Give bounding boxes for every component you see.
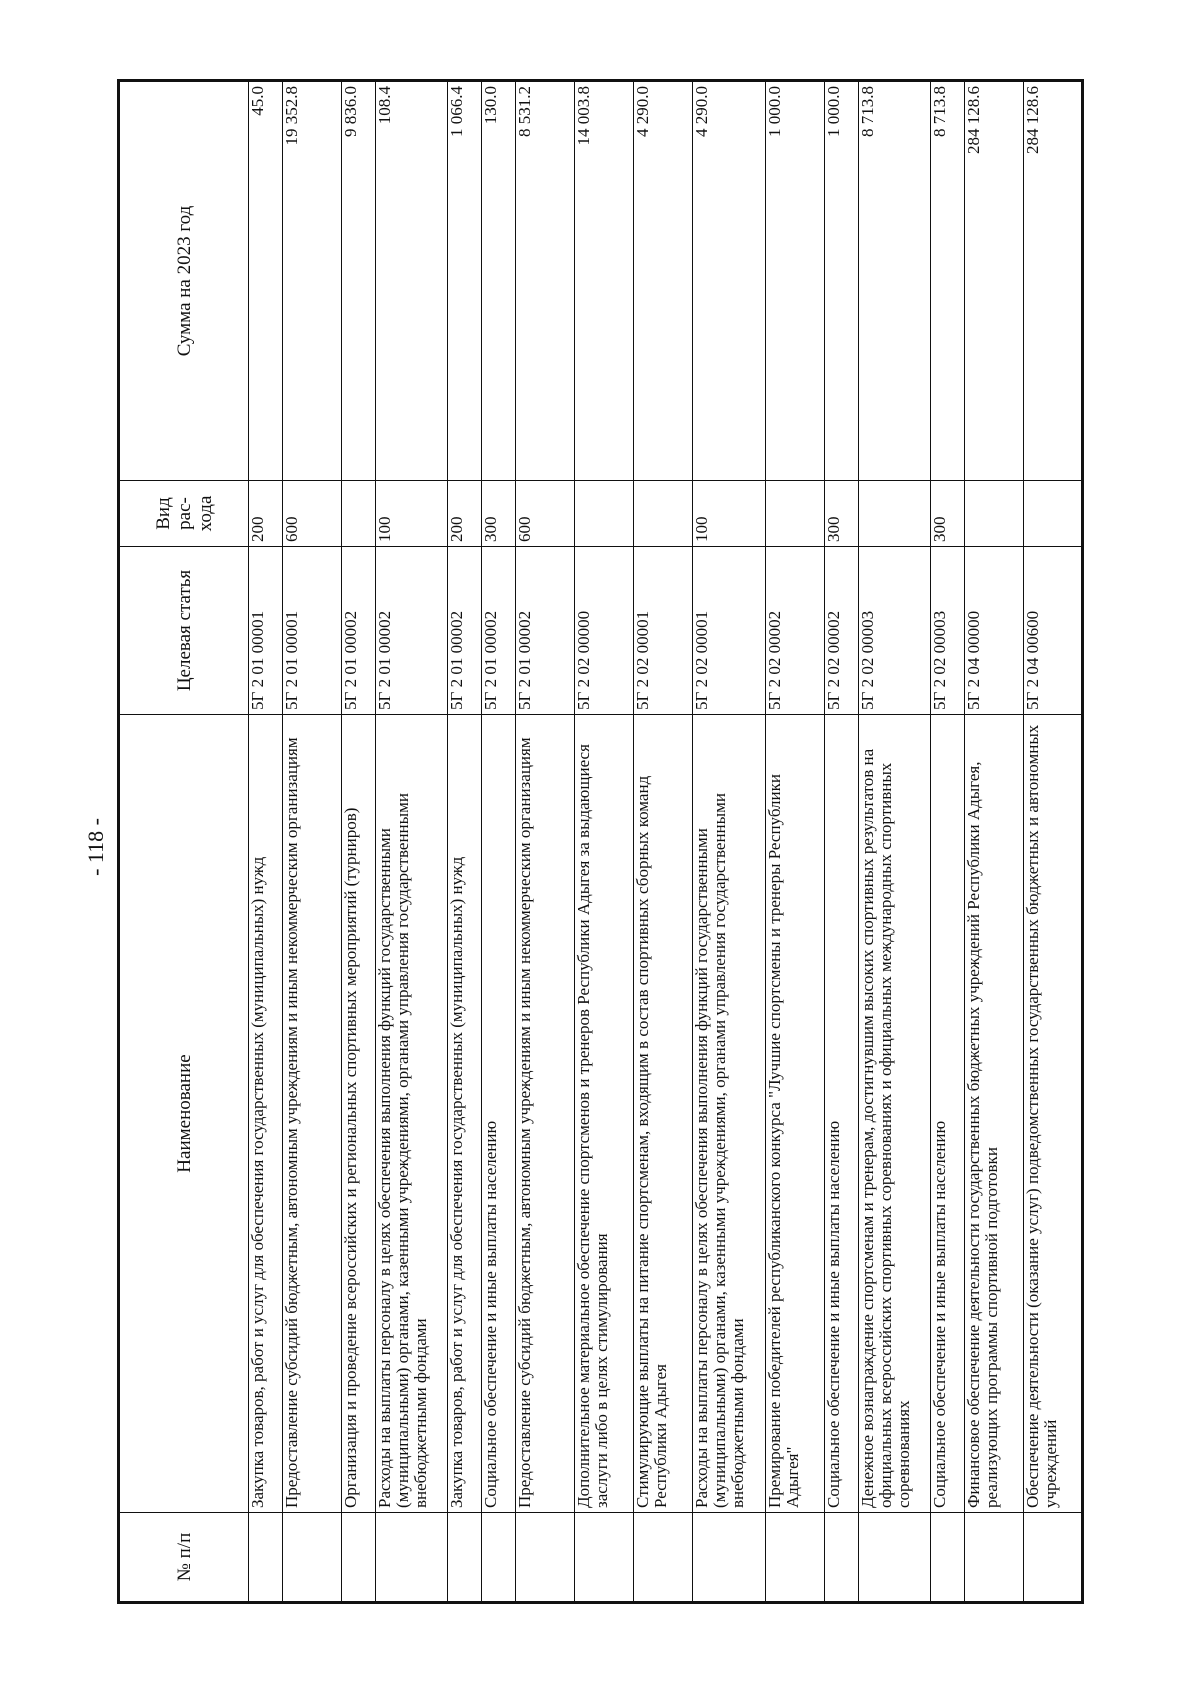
- row-sum-cell: 8 713.8: [931, 81, 965, 481]
- row-sum-cell: 130.0: [482, 81, 516, 481]
- row-type-cell: 300: [824, 481, 858, 547]
- row-type-cell: 100: [375, 481, 448, 547]
- table-row: [282, 81, 341, 1603]
- row-sum-cell: 4 290.0: [634, 81, 693, 481]
- row-num-cell: [448, 1513, 482, 1603]
- row-name-cell: Закупка товаров, работ и услуг для обеспечения государственных (муниципальных) нужд: [448, 715, 482, 1513]
- row-num-cell: [931, 1513, 965, 1603]
- row-name-cell: Социальное обеспечение и иные выплаты населению: [482, 715, 516, 1513]
- row-num-cell: [375, 1513, 448, 1603]
- row-sum-cell: 45.0: [249, 81, 283, 481]
- budget-table: [117, 79, 1084, 1604]
- row-code-cell: 5Г 2 01 00001: [249, 547, 283, 715]
- row-code-cell: 5Г 2 02 00002: [824, 547, 858, 715]
- row-sum-cell: 19 352.8: [282, 81, 341, 481]
- row-num-cell: [341, 1513, 375, 1603]
- row-num-cell: [282, 1513, 341, 1603]
- row-code-cell: 5Г 2 01 00002: [516, 547, 575, 715]
- table-body: [249, 81, 1083, 1603]
- table-row: [634, 81, 693, 1603]
- table-row: [575, 81, 634, 1603]
- row-num-cell: [249, 1513, 283, 1603]
- row-sum-cell: 4 290.0: [693, 81, 766, 481]
- row-name-cell: Закупка товаров, работ и услуг для обеспечения государственных (муниципальных) нужд: [249, 715, 283, 1513]
- row-code-cell: 5Г 2 02 00001: [634, 547, 693, 715]
- table-row: [765, 81, 824, 1603]
- table-row: [341, 81, 375, 1603]
- table-row: [516, 81, 575, 1603]
- header-num: № п/п: [119, 1513, 249, 1603]
- row-num-cell: [516, 1513, 575, 1603]
- row-num-cell: [858, 1513, 931, 1603]
- row-name-cell: Финансовое обеспечение деятельности государственных бюджетных учреждений Республики Адыгея, реализующих программы спортивной подготовки: [965, 715, 1024, 1513]
- row-name-cell: Расходы на выплаты персоналу в целях обеспечения выполнения функций государственными (муниципальными) органами, казенными учреждениями, органами управления государственными внебюджетными фондами: [693, 715, 766, 1513]
- rotated-table-container: [117, 82, 1084, 1604]
- row-sum-cell: 284 128.6: [1023, 81, 1082, 481]
- row-type-cell: 100: [693, 481, 766, 547]
- row-code-cell: 5Г 2 04 00000: [965, 547, 1024, 715]
- table-row: [1023, 81, 1082, 1603]
- row-code-cell: 5Г 2 02 00002: [765, 547, 824, 715]
- table-header-row: [119, 81, 249, 1603]
- table-row: [249, 81, 283, 1603]
- table-row: [693, 81, 766, 1603]
- header-type: Вид рас-хода: [119, 481, 249, 547]
- row-num-cell: [965, 1513, 1024, 1603]
- row-type-cell: [634, 481, 693, 547]
- table-row: [965, 81, 1024, 1603]
- row-name-cell: Обеспечение деятельности (оказание услуг) подведомственных государственных бюджетных и автономных учреждений: [1023, 715, 1082, 1513]
- row-type-cell: [765, 481, 824, 547]
- row-name-cell: Предоставление субсидий бюджетным, автономным учреждениям и иным некоммерческим организациям: [282, 715, 341, 1513]
- row-code-cell: 5Г 2 01 00002: [375, 547, 448, 715]
- row-sum-cell: 14 003.8: [575, 81, 634, 481]
- row-type-cell: [965, 481, 1024, 547]
- row-type-cell: 200: [249, 481, 283, 547]
- row-sum-cell: 1 000.0: [765, 81, 824, 481]
- row-type-cell: [1023, 481, 1082, 547]
- row-name-cell: Организация и проведение всероссийских и региональных спортивных мероприятий (турниров): [341, 715, 375, 1513]
- row-code-cell: 5Г 2 04 00600: [1023, 547, 1082, 715]
- row-name-cell: Дополнительное материальное обеспечение спортсменов и тренеров Республики Адыгея за выдающиеся заслуги либо в целях стимулирования: [575, 715, 634, 1513]
- row-sum-cell: 1 066.4: [448, 81, 482, 481]
- table-row: [448, 81, 482, 1603]
- row-code-cell: 5Г 2 02 00001: [693, 547, 766, 715]
- table-row: [375, 81, 448, 1603]
- row-type-cell: 300: [931, 481, 965, 547]
- table-row: [824, 81, 858, 1603]
- row-type-cell: [341, 481, 375, 547]
- row-num-cell: [482, 1513, 516, 1603]
- row-sum-cell: 284 128.6: [965, 81, 1024, 481]
- row-name-cell: Стимулирующие выплаты на питание спортсменам, входящим в состав спортивных сборных команд Республики Адыгея: [634, 715, 693, 1513]
- row-name-cell: Расходы на выплаты персоналу в целях обеспечения выполнения функций государственными (муниципальными) органами, казенными учреждениями, органами управления государственными внебюджетными фондами: [375, 715, 448, 1513]
- row-sum-cell: 8 713.8: [858, 81, 931, 481]
- row-code-cell: 5Г 2 01 00002: [482, 547, 516, 715]
- row-type-cell: 200: [448, 481, 482, 547]
- row-code-cell: 5Г 2 02 00000: [575, 547, 634, 715]
- header-sum: Сумма на 2023 год: [119, 81, 249, 481]
- header-name: Наименование: [119, 715, 249, 1513]
- row-num-cell: [575, 1513, 634, 1603]
- row-sum-cell: 8 531.2: [516, 81, 575, 481]
- table-row: [931, 81, 965, 1603]
- row-type-cell: [858, 481, 931, 547]
- row-code-cell: 5Г 2 02 00003: [931, 547, 965, 715]
- row-type-cell: [575, 481, 634, 547]
- row-name-cell: Предоставление субсидий бюджетным, автономным учреждениям и иным некоммерческим организациям: [516, 715, 575, 1513]
- row-code-cell: 5Г 2 01 00002: [448, 547, 482, 715]
- row-code-cell: 5Г 2 01 00002: [341, 547, 375, 715]
- row-code-cell: 5Г 2 02 00003: [858, 547, 931, 715]
- row-name-cell: Денежное вознаграждение спортсменам и тренерам, достигнувшим высоких спортивных результатов на официальных всероссийских спортивных соревнованиях и официальных международных спортивных соревнованиях: [858, 715, 931, 1513]
- page-number-text: - 118 -: [83, 818, 108, 876]
- row-name-cell: Социальное обеспечение и иные выплаты населению: [824, 715, 858, 1513]
- row-type-cell: 300: [482, 481, 516, 547]
- header-code: Целевая статья: [119, 547, 249, 715]
- row-num-cell: [634, 1513, 693, 1603]
- row-sum-cell: 9 836.0: [341, 81, 375, 481]
- row-code-cell: 5Г 2 01 00001: [282, 547, 341, 715]
- table-row: [482, 81, 516, 1603]
- table-row: [858, 81, 931, 1603]
- row-sum-cell: 108.4: [375, 81, 448, 481]
- row-name-cell: Социальное обеспечение и иные выплаты населению: [931, 715, 965, 1513]
- row-type-cell: 600: [282, 481, 341, 547]
- row-num-cell: [765, 1513, 824, 1603]
- row-name-cell: Премирование победителей республиканского конкурса "Лучшие спортсмены и тренеры Республики Адыгея": [765, 715, 824, 1513]
- row-num-cell: [693, 1513, 766, 1603]
- row-sum-cell: 1 000.0: [824, 81, 858, 481]
- row-num-cell: [1023, 1513, 1082, 1603]
- row-num-cell: [824, 1513, 858, 1603]
- row-type-cell: 600: [516, 481, 575, 547]
